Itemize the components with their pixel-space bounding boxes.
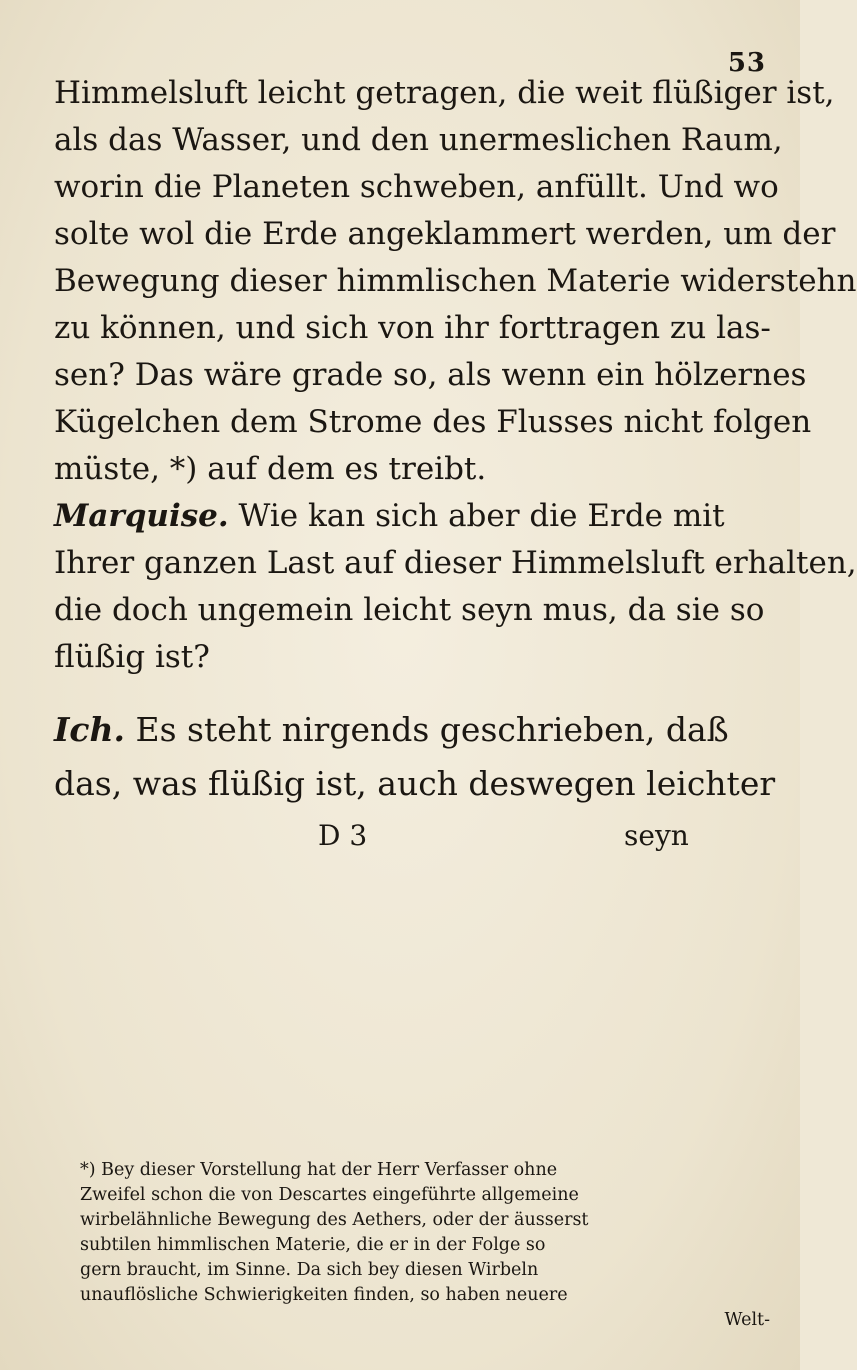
text-line: als das Wasser, und den unermeslichen Raum,	[54, 122, 783, 158]
dialogue-text: Es steht nirgends geschrieben, daß	[125, 710, 729, 749]
text-line: Himmelsluft leicht getragen, die weit flüßiger ist,	[54, 75, 835, 111]
footnote-line: unauflösliche Schwierigkeiten finden, so haben neuere	[80, 1285, 568, 1305]
footnote-line: Zweifel schon die von Descartes eingeführte allgemeine	[80, 1185, 579, 1205]
text-line: sen? Das wäre grade so, als wenn ein hölzernes	[54, 357, 807, 393]
text-line: Kügelchen dem Strome des Flusses nicht folgen	[54, 404, 812, 440]
text-line: Ihrer ganzen Last auf dieser Himmelsluft erhalten,	[54, 545, 857, 581]
catchword: seyn	[624, 819, 689, 852]
footnote-line: gern braucht, im Sinne. Da sich bey diesen Wirbeln	[80, 1260, 539, 1280]
signature-row	[54, 811, 764, 861]
text-line: zu können, und sich von ihr forttragen zu las-	[54, 310, 771, 346]
footnote-catchword: Welt-	[724, 1310, 770, 1330]
text-line: solte wol die Erde angeklammert werden, um der	[54, 216, 836, 252]
signature-mark: D 3	[318, 819, 368, 852]
text-line: müste, *) auf dem es treibt.	[54, 451, 487, 487]
text-line: das, was flüßig ist, auch deswegen leichter	[54, 764, 776, 803]
speaker-ich: Ich.	[54, 710, 126, 749]
page-number: 53	[727, 48, 766, 78]
main-text	[54, 70, 857, 861]
text-line: die doch ungemein leicht seyn mus, da sie so	[54, 592, 765, 628]
dialogue-line	[54, 493, 764, 540]
footnote-line: *) Bey dieser Vorstellung hat der Herr Verfasser ohne	[80, 1160, 558, 1180]
speaker-marquise: Marquise.	[54, 498, 229, 534]
footnote-line: subtilen himmlischen Materie, die er in der Folge so	[80, 1235, 546, 1255]
text-line: worin die Planeten schweben, anfüllt. Und wo	[54, 169, 779, 205]
footnote	[80, 1158, 780, 1333]
text-line: Bewegung dieser himmlischen Materie widerstehn	[54, 263, 857, 299]
text-line: flüßig ist?	[54, 639, 210, 675]
dialogue-line	[54, 703, 764, 757]
dialogue-text: Wie kan sich aber die Erde mit	[228, 498, 725, 534]
footnote-line: wirbelähnliche Bewegung des Aethers, oder der äusserst	[80, 1210, 589, 1230]
